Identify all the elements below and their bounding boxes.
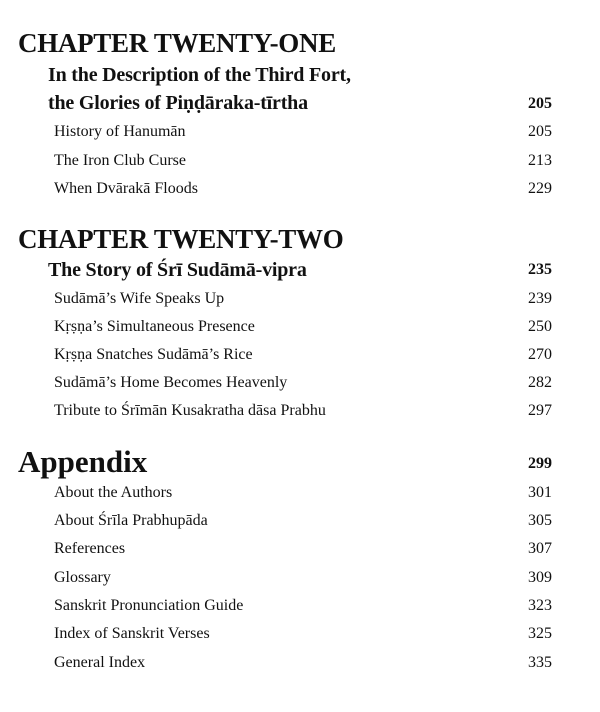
toc-entry-page-number: 297 (528, 402, 552, 419)
toc-entry-iron-club-curse[interactable]: The Iron Club Curse (54, 152, 186, 169)
toc-entry-page-number: 305 (528, 512, 552, 529)
toc-entry-when-dvaraka-floods[interactable]: When Dvārakā Floods (54, 180, 198, 197)
toc-entry-page-number: 309 (528, 569, 552, 586)
toc-entry-about-the-authors[interactable]: About the Authors (54, 484, 173, 501)
chapter-21-title-line-2: the Glories of Piṇḍāraka-tīrtha (48, 92, 308, 114)
toc-entry-general-index[interactable]: General Index (54, 654, 146, 671)
chapter-21-heading: CHAPTER TWENTY-ONE (18, 28, 336, 58)
toc-entry-page-number: 323 (528, 597, 552, 614)
toc-entry-page-number: 270 (528, 346, 552, 363)
appendix-heading: Appendix (18, 444, 148, 479)
toc-entry-page-number: 325 (528, 625, 552, 642)
toc-entry-page-number: 301 (528, 484, 552, 501)
toc-entry-page-number: 229 (528, 180, 552, 197)
toc-entry-page-number: 335 (528, 654, 552, 671)
toc-entry-history-of-hanuman[interactable]: History of Hanumān (54, 123, 186, 140)
chapter-22-title: The Story of Śrī Sudāmā-vipra (48, 259, 307, 281)
toc-entry-about-srila-prabhupada[interactable]: About Śrīla Prabhupāda (54, 512, 208, 529)
chapter-21-title-page-number: 205 (528, 95, 552, 112)
toc-entry-sanskrit-pronunciation-guide[interactable]: Sanskrit Pronunciation Guide (54, 597, 244, 614)
toc-entry-page-number: 239 (528, 290, 552, 307)
appendix-page-number: 299 (528, 455, 552, 472)
toc-entry-sudamas-wife-speaks-up[interactable]: Sudāmā’s Wife Speaks Up (54, 290, 225, 307)
toc-entry-krsna-snatches-sudamas-rice[interactable]: Kṛṣṇa Snatches Sudāmā’s Rice (54, 346, 253, 363)
chapter-22-title-page-number: 235 (528, 261, 552, 278)
chapter-21-title-line-1: In the Description of the Third Fort, (48, 64, 351, 86)
toc-entry-page-number: 213 (528, 152, 552, 169)
toc-entry-references[interactable]: References (54, 540, 126, 557)
toc-entry-index-of-sanskrit-verses[interactable]: Index of Sanskrit Verses (54, 625, 210, 642)
toc-entry-tribute-to-sriman-kusakratha[interactable]: Tribute to Śrīmān Kusakratha dāsa Prabhu (54, 402, 326, 419)
toc-entry-page-number: 307 (528, 540, 552, 557)
toc-entry-glossary[interactable]: Glossary (54, 569, 111, 586)
toc-entry-page-number: 282 (528, 374, 552, 391)
toc-entry-krsnas-simultaneous-presence[interactable]: Kṛṣṇa’s Simultaneous Presence (54, 318, 255, 335)
toc-entry-page-number: 205 (528, 123, 552, 140)
toc-entry-sudamas-home-becomes-heavenly[interactable]: Sudāmā’s Home Becomes Heavenly (54, 374, 288, 391)
chapter-22-heading: CHAPTER TWENTY-TWO (18, 224, 344, 254)
toc-entry-page-number: 250 (528, 318, 552, 335)
